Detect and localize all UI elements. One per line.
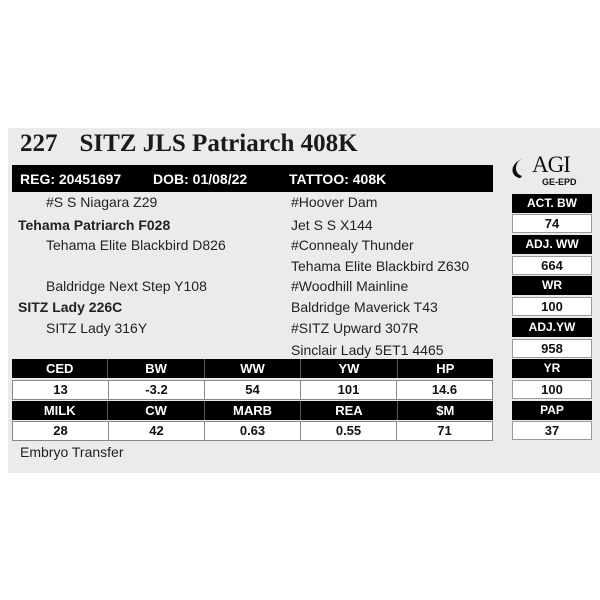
epd-value-bw: -3.2 bbox=[109, 381, 205, 399]
logo-subtext: GE-EPD bbox=[542, 177, 577, 187]
epd-value-ww: 54 bbox=[205, 381, 301, 399]
perf-value-pap: 37 bbox=[512, 421, 592, 440]
pedigree-ggp-7: #SITZ Upward 307R bbox=[291, 320, 419, 336]
reg-number: REG: 20451697 bbox=[20, 171, 122, 187]
epd-value-ced: 13 bbox=[13, 381, 109, 399]
pedigree-dam-dam: SITZ Lady 316Y bbox=[46, 320, 148, 336]
perf-label-wr: WR bbox=[512, 276, 592, 295]
epd-header-row-2 bbox=[12, 401, 493, 420]
perf-label-adj-yw: ADJ.YW bbox=[512, 318, 592, 337]
epd-header-yw: YW bbox=[301, 359, 397, 378]
epd-header-ww: WW bbox=[205, 359, 301, 378]
epd-value-m: 71 bbox=[437, 423, 452, 438]
lot-number: 227 bbox=[20, 130, 58, 157]
perf-value-yr: 100 bbox=[512, 380, 592, 399]
epd-header-marb: MARB bbox=[205, 401, 301, 420]
pedigree-sire-sire: #S S Niagara Z29 bbox=[46, 194, 158, 210]
epd-value-rea: 0.55 bbox=[301, 422, 397, 440]
epd-value-cw: 42 bbox=[109, 422, 205, 440]
epd-value-yw: 101 bbox=[301, 381, 397, 399]
pedigree-dam-sire: Baldridge Next Step Y108 bbox=[46, 278, 207, 294]
date-of-birth: DOB: 01/08/22 bbox=[153, 171, 248, 187]
epd-header-cw: CW bbox=[108, 401, 204, 420]
epd-values-row-2 bbox=[12, 421, 493, 441]
footnote: Embryo Transfer bbox=[20, 444, 124, 460]
pedigree-dam: SITZ Lady 226C bbox=[18, 299, 123, 315]
epd-header-m: $M bbox=[436, 403, 455, 418]
tattoo: TATTOO: 408K bbox=[289, 171, 387, 187]
registration-bar bbox=[12, 165, 493, 192]
epd-header-rea: REA bbox=[301, 401, 397, 420]
pedigree-ggp-3: #Connealy Thunder bbox=[291, 237, 414, 253]
logo-brand: AGI bbox=[532, 152, 570, 177]
epd-value-milk: 28 bbox=[13, 422, 109, 440]
epd-header-hp: HP bbox=[436, 361, 455, 376]
animal-name: SITZ JLS Patriarch 408K bbox=[79, 130, 358, 157]
perf-label-act-bw: ACT. BW bbox=[512, 194, 592, 213]
pedigree-ggp-6: Baldridge Maverick T43 bbox=[291, 299, 438, 315]
epd-value-marb: 0.63 bbox=[205, 422, 301, 440]
perf-value-adj-yw: 958 bbox=[512, 339, 592, 358]
perf-label-pap: PAP bbox=[512, 401, 592, 420]
pedigree-sire: Tehama Patriarch F028 bbox=[18, 217, 171, 233]
epd-header-ced: CED bbox=[12, 359, 108, 378]
epd-header-row-1 bbox=[12, 359, 493, 378]
perf-value-wr: 100 bbox=[512, 297, 592, 316]
pedigree-sire-dam: Tehama Elite Blackbird D826 bbox=[46, 237, 226, 253]
pedigree-ggp-2: Jet S S X144 bbox=[291, 217, 373, 233]
epd-value-hp: 14.6 bbox=[431, 382, 458, 397]
perf-value-act-bw: 74 bbox=[512, 214, 592, 233]
perf-label-adj-ww: ADJ. WW bbox=[512, 235, 592, 254]
epd-header-bw: BW bbox=[108, 359, 204, 378]
pedigree-ggp-8: Sinclair Lady 5ET1 4465 bbox=[291, 342, 444, 358]
lot-title bbox=[20, 130, 358, 158]
agi-logo bbox=[512, 152, 592, 192]
pedigree-ggp-1: #Hoover Dam bbox=[291, 194, 378, 210]
perf-label-yr: YR bbox=[512, 359, 592, 378]
epd-header-milk: MILK bbox=[12, 401, 108, 420]
pedigree-ggp-4: Tehama Elite Blackbird Z630 bbox=[291, 258, 470, 274]
perf-value-adj-ww: 664 bbox=[512, 256, 592, 275]
epd-values-row-1 bbox=[12, 380, 493, 400]
pedigree-ggp-5: #Woodhill Mainline bbox=[291, 278, 409, 294]
